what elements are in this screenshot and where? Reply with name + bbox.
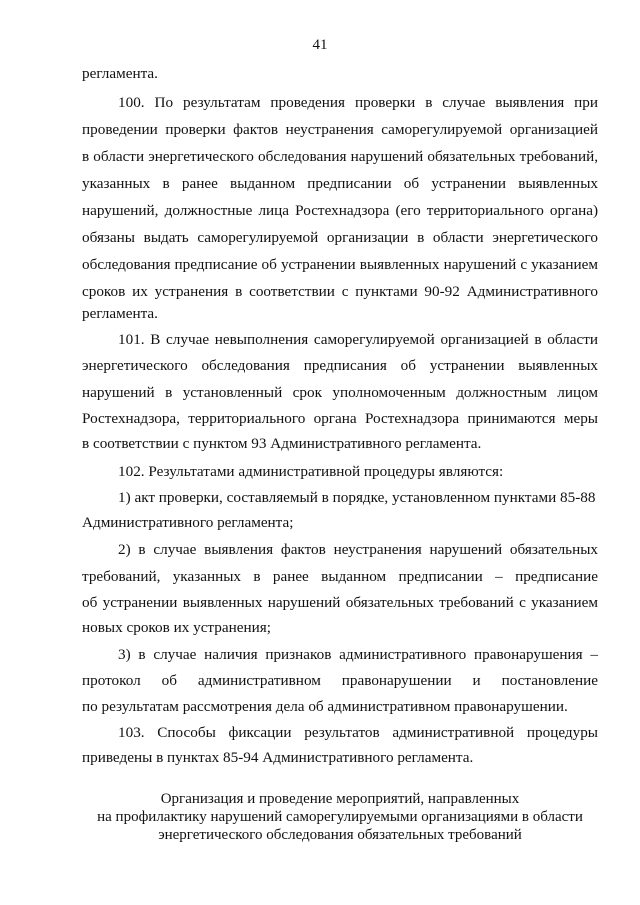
text-line: об устранении выявленных нарушений обязательных требований с указанием: [82, 594, 598, 611]
text-line: нарушений, должностные лица Ростехнадзора (его территориального органа): [82, 202, 598, 219]
text-line: в соответствии с пунктом 93 Административного регламента.: [82, 435, 482, 452]
text-line: 101. В случае невыполнения саморегулируемой организацией в области: [118, 331, 598, 348]
text-line: нарушений в установленный срок уполномоченным должностным лицом: [82, 384, 598, 401]
text-line: 100. По результатам проведения проверки в случае выявления при: [118, 94, 598, 111]
text-line: по результатам рассмотрения дела об административном правонарушении.: [82, 698, 568, 715]
text-line: энергетического обследования предписания об устранении выявленных: [82, 357, 598, 374]
page-number: 41: [312, 37, 328, 53]
text-line: 2) в случае выявления фактов неустранения нарушений обязательных: [118, 541, 598, 558]
text-line: регламента.: [82, 65, 158, 82]
text-line: обследования предписание об устранении выявленных нарушений с указанием: [82, 256, 598, 273]
text-line: 102. Результатами административной процедуры являются:: [118, 463, 504, 480]
text-line: регламента.: [82, 305, 158, 322]
text-line: сроков их устранения в соответствии с пунктами 90-92 Административного: [82, 283, 598, 300]
text-line: новых сроков их устранения;: [82, 619, 271, 636]
text-line: требований, указанных в ранее выданном предписании – предписание: [82, 568, 598, 585]
text-line: в области энергетического обследования нарушений обязательных требований,: [82, 148, 598, 165]
text-line: проведении проверки фактов неустранения саморегулируемой организацией: [82, 121, 598, 138]
text-line: указанных в ранее выданном предписании об устранении выявленных: [82, 175, 598, 192]
text-line: обязаны выдать саморегулируемой организации в области энергетического: [82, 229, 598, 246]
section-heading-line: на профилактику нарушений саморегулируемыми организациями в области: [97, 809, 583, 825]
text-line: Ростехнадзора, территориального органа Ростехнадзора принимаются меры: [82, 410, 598, 427]
text-line: 3) в случае наличия признаков административного правонарушения –: [118, 646, 598, 663]
text-line: протокол об административном правонарушении и постановление: [82, 672, 598, 689]
text-line: приведены в пунктах 85-94 Административного регламента.: [82, 749, 474, 766]
text-line: Административного регламента;: [82, 514, 294, 531]
text-line: 1) акт проверки, составляемый в порядке, установленном пунктами 85-88: [118, 489, 596, 506]
section-heading-line: Организация и проведение мероприятий, направленных: [160, 791, 520, 807]
text-line: 103. Способы фиксации результатов административной процедуры: [118, 724, 598, 741]
section-heading-line: энергетического обследования обязательных требований: [158, 827, 522, 843]
